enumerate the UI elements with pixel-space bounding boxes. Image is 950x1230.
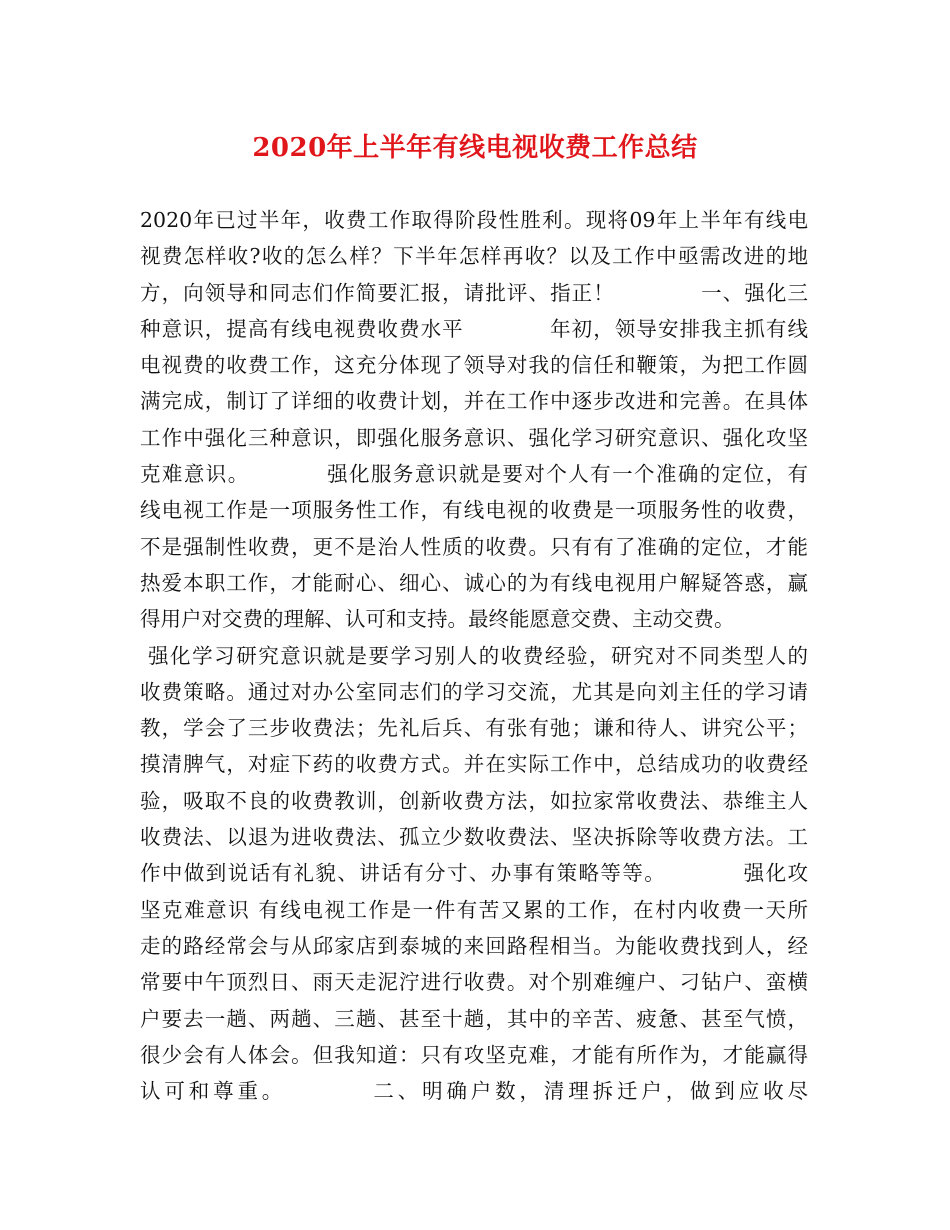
body-line: 认可和尊重。 二、明确户数，清理拆迁户，做到应收尽	[140, 1079, 808, 1104]
body-line: 2020年已过半年，收费工作取得阶段性胜利。现将09年上半年有线电	[140, 208, 808, 232]
body-line: 收费法、以退为进收费法、孤立少数收费法、坚决拆除等收费方法。工	[140, 825, 808, 850]
body-line: 户要去一趟、两趟、三趟、甚至十趟，其中的辛苦、疲惫、甚至气愤，	[140, 1006, 808, 1031]
body-line: 电视费的收费工作，这充分体现了领导对我的信任和鞭策，为把工作圆	[140, 353, 808, 378]
document-title: 2020年上半年有线电视收费工作总结	[252, 133, 698, 163]
body-line: 教，学会了三步收费法；先礼后兵、有张有弛；谦和待人、讲究公平；	[140, 716, 808, 741]
body-line: 走的路经常会与从邱家店到泰城的来回路程相当。为能收费找到人，经	[140, 933, 808, 958]
body-line: 常要中午顶烈日、雨天走泥泞进行收费。对个别难缠户、刁钻户、蛮横	[140, 970, 808, 995]
body-line: 方，向领导和同志们作简要汇报，请批评、指正！ 一、强化三	[140, 280, 808, 305]
body-line: 摸清脾气，对症下药的收费方式。并在实际工作中，总结成功的收费经	[140, 752, 808, 777]
body-line: 收费策略。通过对办公室同志们的学习交流，尤其是向刘主任的学习请	[140, 679, 808, 704]
body-line: 满完成，制订了详细的收费计划，并在工作中逐步改进和完善。在具体	[140, 389, 808, 414]
body-line: 线电视工作是一项服务性工作，有线电视的收费是一项服务性的收费，	[140, 498, 808, 523]
body-line: 得用户对交费的理解、认可和支持。最终能愿意交费、主动交费。	[140, 607, 735, 632]
body-line: 热爱本职工作，才能耐心、细心、诚心的为有线电视用户解疑答惑，赢	[140, 570, 808, 595]
body-line: 验，吸取不良的收费教训，创新收费方法，如拉家常收费法、恭维主人	[140, 788, 808, 813]
body-line: 强化学习研究意识就是要学习别人的收费经验，研究对不同类型人的	[148, 643, 808, 668]
body-line: 作中做到说话有礼貌、讲话有分寸、办事有策略等等。 强化攻	[140, 861, 808, 886]
body-line: 坚克难意识 有线电视工作是一件有苦又累的工作，在村内收费一天所	[140, 897, 808, 922]
body-line: 工作中强化三种意识，即强化服务意识、强化学习研究意识、强化攻坚	[140, 425, 808, 450]
body-line: 克难意识。 强化服务意识就是要对个人有一个准确的定位，有	[140, 462, 808, 487]
body-line: 种意识，提高有线电视费收费水平 年初，领导安排我主抓有线	[140, 316, 808, 341]
body-line: 视费怎样收?收的怎么样？下半年怎样再收？以及工作中亟需改进的地	[140, 244, 808, 269]
body-line: 不是强制性收费，更不是治人性质的收费。只有有了准确的定位，才能	[140, 534, 808, 559]
document-body	[140, 202, 808, 1109]
body-line: 很少会有人体会。但我知道：只有攻坚克难，才能有所作为，才能赢得	[140, 1042, 808, 1067]
